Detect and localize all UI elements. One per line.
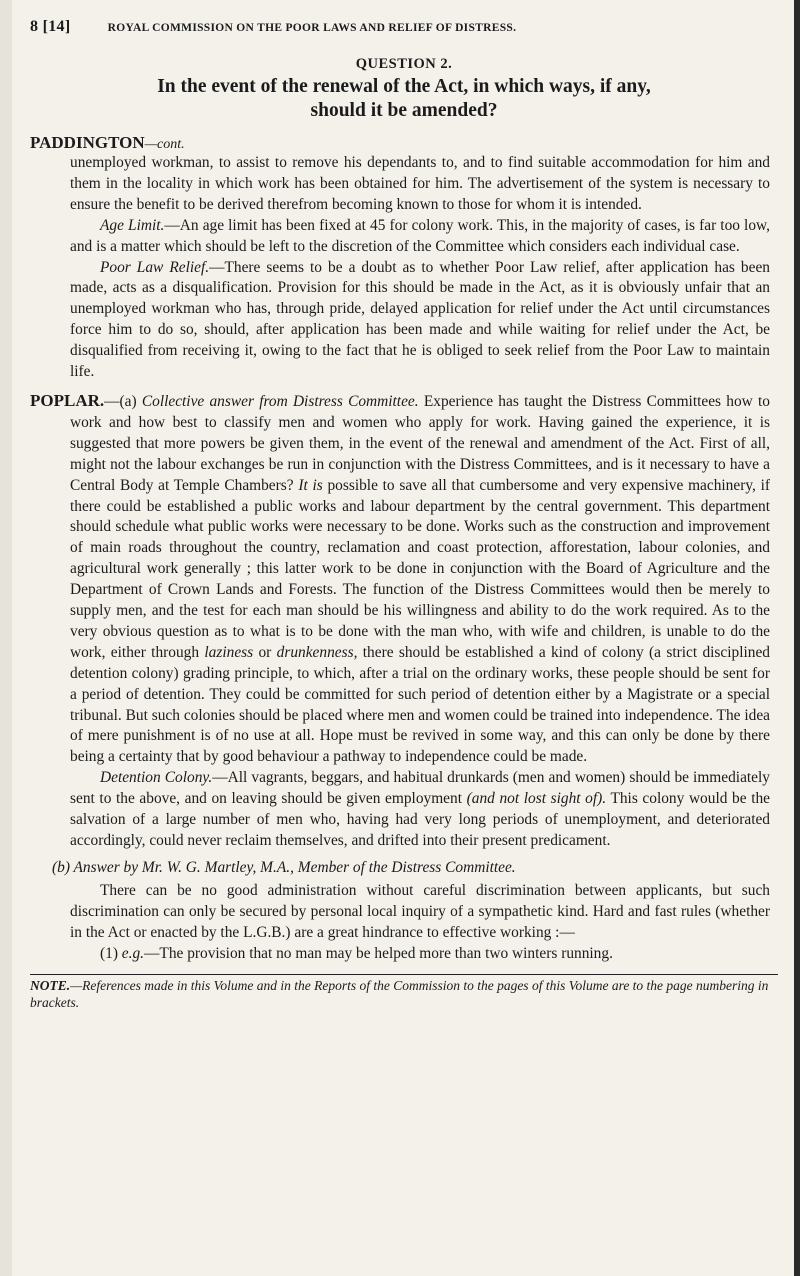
drunkenness-emphasis: drunkenness,	[276, 643, 358, 661]
answer-b-text: There can be no good administration without careful discrimination between applicants, but such discrimination can only be secured by personal local inquiry of a sympathetic kind. Hard and fast rules (whether in the Act or enacted by the L.G.B.) are a great hindrance to effective working :—	[70, 881, 770, 941]
detention-colony-text-2: This colony would be the salvation of a large number of men who, having had very long periods of unemployment, and deteriorated accordingly, could never reclaim themselves, and drifted into their present predicament.	[70, 790, 770, 849]
detention-colony-emphasis: (and not lost sight of).	[466, 790, 607, 808]
or-text: or	[253, 643, 277, 661]
question-line-1: In the event of the renewal of the Act, in which ways, if any,	[157, 76, 651, 97]
footnote-label: NOTE.	[30, 978, 71, 994]
paddington-section	[30, 133, 778, 383]
continued-label: —cont.	[144, 137, 185, 152]
question-label: QUESTION 2.	[355, 56, 453, 72]
paddington-heading: PADDINGTON	[30, 133, 145, 152]
age-limit-text: —An age limit has been fixed at 45 for colony work. This, in the majority of cases, is far too low, and is a matter which should be left to the discretion of the Committee which considers each individual case.	[70, 216, 770, 255]
footnote-text: —References made in this Volume and in the Reports of the Commission to the pages of this Volume are to the page numbering in brackets.	[30, 978, 769, 1011]
footnote-rule	[30, 974, 778, 975]
detention-colony-text-1: —All vagrants, beggars, and habitual drunkards (men and women) should be immediately sent to the above, and on leaving should be given employment	[70, 769, 770, 808]
answer-a-text-2: possible to save all that cumbersome and very expensive machinery, if there could be established a public works and labour department by the central government. This department should schedule what public works were necessary to be done. Works such as the construction and improvement of main roads throughout the country, reclamation and coast protection, afforestation, labour colonies, and agricultural work generally ; this latter work to be done in conjunction with the Board of Agriculture and the Department of Crown Lands and Forests. The function of the Distress Committees would then be merely to supply men, and the test for each man should be his willingness and ability to do the work required. As to the very obvious question as to what is to be done with the man who, with wife and children, is unable to do the work, either through	[70, 476, 770, 661]
paddington-body	[70, 153, 770, 383]
poor-law-relief-heading: Poor Law Relief.	[100, 258, 210, 276]
answer-a-emphasis: It is	[298, 476, 323, 494]
answer-a-label: —(a)	[104, 392, 142, 410]
answer-a-text-3: there should be established a kind of colony (a strict disciplined detention colony) grading principle, to which, after a trial on the ordinary works, these people should be sent for a period of detention. They could be committed for such period of detention either by a Magistrate or a special tribunal. But such colonies should be placed where men and women could be trained into independence. The idea of mere punishment is of no use at all. Hope must be revived in some way, and this can only be done by there being a certainty that by good behaviour a pathway to independence could be made.	[70, 643, 770, 766]
poor-law-relief-para	[70, 258, 770, 383]
question-line-2: should it be amended?	[310, 100, 498, 121]
laziness-emphasis: laziness	[204, 643, 254, 661]
poplar-body	[30, 390, 770, 964]
paddington-para-1: unemployed workman, to assist to remove his dependants to, and to find suitable accommodation for him and them in the locality in which work has been obtained for him. The advertisement of the system is necessary to ensure the benefit to be derived therefrom becoming known to those for whom it is intended.	[70, 154, 770, 213]
document-page	[30, 18, 778, 1011]
running-header	[30, 18, 778, 36]
detention-colony-heading: Detention Colony.	[100, 769, 213, 787]
answer-b-item-1	[70, 944, 770, 965]
poplar-answer-a	[30, 390, 770, 768]
item-number: (1)	[100, 944, 122, 962]
poplar-section	[30, 391, 778, 964]
question-heading	[30, 75, 778, 123]
page-number: 8 [14]	[30, 18, 71, 35]
poplar-heading: POPLAR.	[30, 390, 105, 410]
item-text: —The provision that no man may be helped more than two winters running.	[144, 944, 613, 962]
page-edge-right	[794, 0, 800, 1276]
age-limit-para	[70, 216, 770, 258]
poor-law-relief-text: —There seems to be a doubt as to whether Poor Law relief, after application has been made, acts as a disqualification. Provision for this should be made in the Act, as it is obviously unfair that an unemployed workman who has, through pride, delayed application for relief under the Act until circumstances force him to do so, should, after application has been made and while waiting for relief under the Act, be disqualified from receiving it, owing to the fact that he is obliged to seek relief from the Poor Law to maintain life.	[70, 258, 770, 381]
answer-a-heading: Collective answer from Distress Committee.	[141, 392, 419, 410]
age-limit-heading: Age Limit.	[100, 216, 165, 234]
answer-b-heading: (b) Answer by Mr. W. G. Martley, M.A., Member of the Distress Committee.	[52, 858, 516, 876]
item-eg: e.g.	[121, 944, 145, 962]
answer-a-text-1: Experience has taught the Distress Committees how to work and how best to classify men and women who apply for work. Having gained the experience, it is suggested that more powers be given them, in the event of the renewal and amendment of the Act. First of all, might not the labour exchanges be run in conjunction with the Distress Committees, and is it necessary to have a Central Body at Temple Chambers?	[70, 392, 770, 494]
page-edge-left	[0, 0, 12, 1276]
detention-colony-para	[70, 768, 770, 852]
footnote	[30, 977, 778, 1011]
running-head-title: ROYAL COMMISSION ON THE POOR LAWS AND RELIEF OF DISTRESS.	[107, 22, 517, 34]
